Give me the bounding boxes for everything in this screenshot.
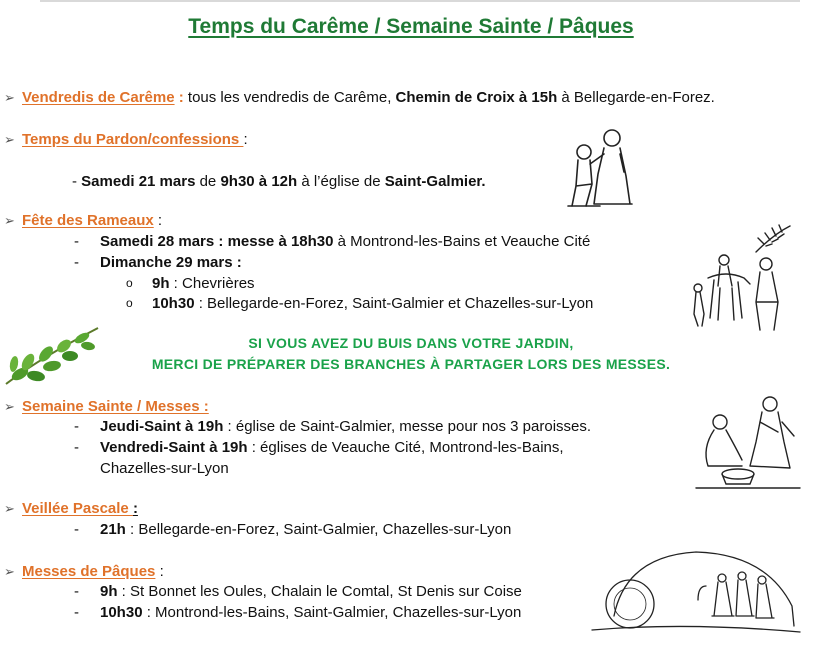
palm-sunday-illustration <box>686 222 796 334</box>
buis-notice-line1: SI VOUS AVEZ DU BUIS DANS VOTRE JARDIN, <box>248 335 574 351</box>
section-heading: Fête des Rameaux <box>22 212 154 229</box>
section-heading: Semaine Sainte / Messes : <box>22 398 209 415</box>
foot-washing-illustration <box>690 392 802 492</box>
buis-notice-line2: MERCI DE PRÉPARER DES BRANCHES À PARTAGER LORS DES MESSES. <box>151 356 671 372</box>
section-heading: Veillée Pascale <box>22 500 133 517</box>
arrow-bullet-icon: ➢ <box>4 90 15 105</box>
empty-tomb-illustration <box>586 546 802 644</box>
buis-branch-illustration <box>0 318 104 392</box>
arrow-bullet-icon: ➢ <box>4 213 15 228</box>
list-item-continuation: Chazelles-sur-Lyon <box>100 460 229 477</box>
confession-illustration <box>560 124 638 214</box>
arrow-bullet-icon: ➢ <box>4 399 15 414</box>
section-heading: Vendredis de Carême <box>22 89 175 106</box>
page-title: Temps du Carême / Semaine Sainte / Pâques <box>188 15 634 38</box>
section-heading: Temps du Pardon/confessions <box>22 131 244 148</box>
arrow-bullet-icon: ➢ <box>4 132 15 147</box>
section-heading: Messes de Pâques <box>22 563 156 580</box>
list-item: - Samedi 21 mars de 9h30 à 12h à l’église de Saint-Galmier. <box>72 173 486 190</box>
arrow-bullet-icon: ➢ <box>4 501 15 516</box>
arrow-bullet-icon: ➢ <box>4 564 15 579</box>
top-rule <box>40 0 800 2</box>
